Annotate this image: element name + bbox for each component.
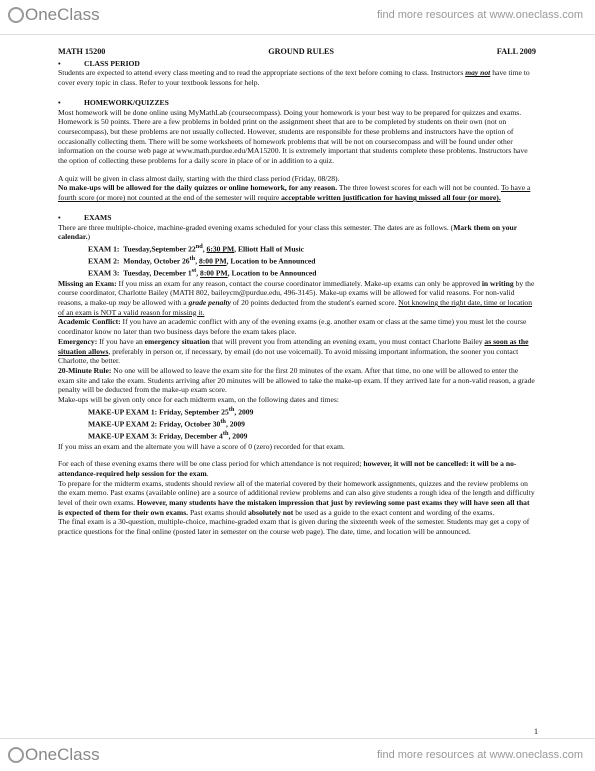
makeup-intro: Make-ups will be given only once for each midterm exam, on the following dates and times: bbox=[58, 395, 339, 405]
section-heading-homework: • HOMEWORK/QUIZZES bbox=[58, 97, 169, 107]
section-heading-class-period: • CLASS PERIOD bbox=[58, 58, 140, 68]
top-banner bbox=[0, 0, 595, 35]
exam-preparation-paragraph: To prepare for the midterm exams, students should review all of the material covered by their homework assignments, quizzes and the review problems on the exam memo. Past exams (available online) are a source of additional review problems and can also give students a rough idea of the length and difficulty level of their own exams. However, many students have the mistaken impression that just by reviewing some past exams they will have seen all that is expected of them for their own exams. Past exams should absolutely not be used as a guide to the exact content and wording of the exams. bbox=[58, 478, 535, 517]
section-heading-exams: • EXAMS bbox=[58, 212, 112, 222]
bullet-icon: • bbox=[58, 58, 61, 68]
missed-both-paragraph: If you miss an exam and the alternate you will have a score of 0 (zero) recorded for that exam. bbox=[58, 441, 345, 451]
makeup-policy-paragraph: No make-ups will be allowed for the daily quizzes or online homework, for any reason. The three lowest scores for each will not be counted. To have a fourth score (or more) not counted at the end of the semester will require acceptable written justification for having missed all four (or more). bbox=[58, 183, 531, 203]
homework-paragraph: Most homework will be done online using MyMathLab (coursecompass). Doing your homework is your best way to be prepared for quizzes and exams. Homework is 50 points. There are a few problems in bolded print on the assignment sheet that are to be completed by students on their own (not on coursecompass), but these problems are not usually collected. However, students are responsible for these problems and instructors have the option of occasionally collecting them. There will be some worksheets of homework problems that will be not on coursecompass and will be found under other information on the course web page at www.math.purdue.edu/MA15200. It is extremely important that students complete these problems. Instructors have the option of collecting these problems for a daily score in place of or in addition to a quiz. bbox=[58, 107, 528, 166]
emergency-paragraph: Emergency: If you have an emergency situation that will prevent you from attending an evening exam, you must contact Charlotte Bailey as soon as the situation allows, preferably in person or, if necessary, by email (do not use voicemail). To avoid missing important information, the sooner you contact Charlotte, the better. bbox=[58, 336, 529, 366]
final-exam-paragraph: The final exam is a 30-question, multiple-choice, machine-graded exam that is given during the sixteenth week of the semester. Students may get a copy of practice questions for the final online (posted later in semester on the course web page). The date, time, and location will be announced. bbox=[58, 517, 530, 537]
missing-exam-paragraph: Missing an Exam: If you miss an exam for any reason, contact the course coordinator immediately. Make-up exams can only be approved in writing by the course coordinator, Charlotte Bailey (MATH 802, baileycm@purdue.edu, 496-3145). Make-up exams will be allowed for valid reasons. For non-valid reasons, a make-up may be allowed with a grade penalty of 20 points deducted from the student's earned score. Not knowing the right date, time or location of an exam is NOT a valid reason for missing it. bbox=[58, 278, 535, 317]
exam-3-line: EXAM 3: Tuesday, December 1st, 8:00 PM, Location to be Announced bbox=[88, 267, 317, 278]
document-title: GROUND RULES bbox=[268, 47, 334, 56]
help-session-paragraph: For each of these evening exams there will be one class period for which attendance is not required; however, it will not be cancelled: it will be a no-attendance-required help session for the exam. bbox=[58, 459, 517, 478]
course-code: MATH 15200 bbox=[58, 47, 106, 56]
bullet-icon: • bbox=[58, 97, 61, 107]
banner-tagline[interactable]: find more resources at www.oneclass.com bbox=[376, 9, 583, 21]
makeup-exam-1-line: MAKE-UP EXAM 1: Friday, September 25th, 2009 bbox=[88, 405, 254, 417]
oneclass-logo-bottom[interactable]: OneClass bbox=[8, 745, 100, 765]
bullet-icon: • bbox=[58, 212, 61, 222]
exam-1-line: EXAM 1: Tuesday,September 22nd, 6:30 PM, Elliott Hall of Music bbox=[88, 242, 304, 254]
page-number: 1 bbox=[534, 727, 538, 736]
academic-conflict-paragraph: Academic Conflict: If you have an academic conflict with any of the evening exams (e.g. another exam or class at the same time) you must let the course coordinator know no later than two business days before the exam takes place. bbox=[58, 317, 527, 337]
exam-2-line: EXAM 2: Monday, October 26th, 8:00 PM, Location to be Announced bbox=[88, 255, 316, 266]
bottom-banner bbox=[0, 738, 595, 771]
term: FALL 2009 bbox=[496, 47, 536, 56]
class-period-paragraph: Students are expected to attend every class meeting and to read the appropriate sections of the text before coming to class. Instructors may not have time to cover every topic in class. Refer to your textbook lessons for help. bbox=[58, 68, 530, 88]
oneclass-logo[interactable]: OneClass bbox=[8, 5, 100, 25]
logo-ring-icon bbox=[8, 747, 24, 763]
document-header bbox=[58, 47, 536, 57]
twenty-minute-rule-paragraph: 20-Minute Rule: No one will be allowed to leave the exam site for the first 20 minutes of the exam. After that time, no one will be allowed to enter the exam site and take the exam. Students arriving after 20 minutes will be allowed to take the make-up exam. If they arrived late for a non-valid reason, a grade penalty will be deducted from the make-up exam score. bbox=[58, 365, 535, 395]
exams-intro: There are three multiple-choice, machine-graded evening exams scheduled for your class this semester. The dates are as follows. (Mark them on your calendar.) bbox=[58, 222, 517, 242]
makeup-exam-2-line: MAKE-UP EXAM 2: Friday, October 30th, 2009 bbox=[88, 418, 245, 429]
document-body bbox=[58, 47, 536, 537]
makeup-exam-3-line: MAKE-UP EXAM 3: Friday, December 4th, 2009 bbox=[88, 430, 248, 441]
banner-tagline-bottom[interactable]: find more resources at www.oneclass.com bbox=[376, 749, 583, 761]
quiz-paragraph: A quiz will be given in class almost daily, starting with the third class period (Friday, 08/28). bbox=[58, 173, 340, 183]
logo-ring-icon bbox=[8, 7, 24, 23]
